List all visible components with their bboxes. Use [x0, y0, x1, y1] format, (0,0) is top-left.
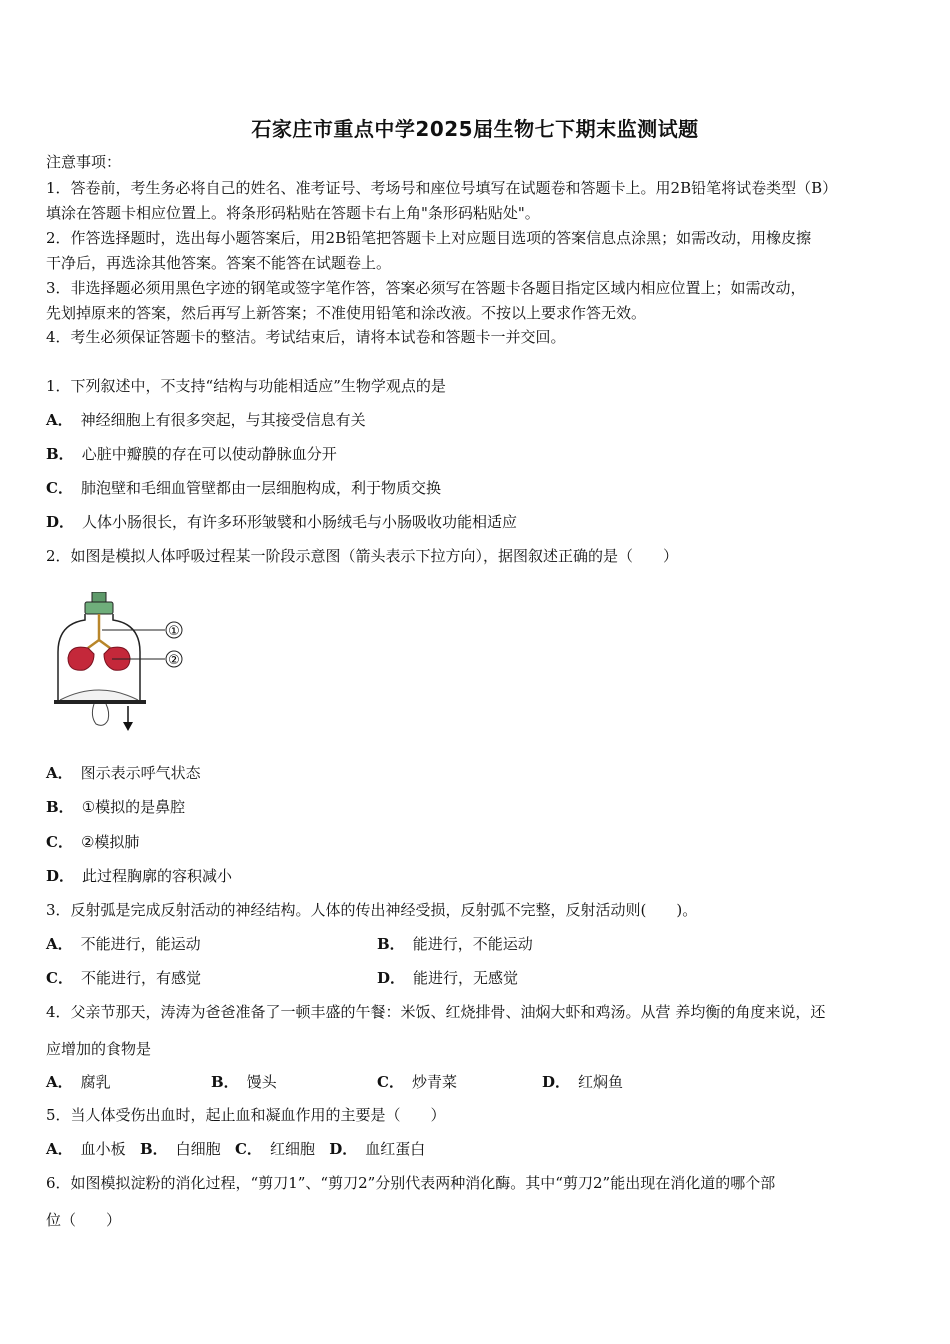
option-label: A．: [46, 764, 73, 782]
question-6-stem-continued: 位（ ）: [46, 1211, 122, 1229]
option-label: A．: [46, 411, 73, 429]
option-label: B．: [139, 1140, 168, 1158]
bottle-stopper: [85, 602, 113, 614]
question-6-stem: 6．如图模拟淀粉的消化过程，“剪刀1”、“剪刀2”分别代表两种消化酶。其中“剪刀2”能出现在消化道的哪个部: [46, 1174, 776, 1192]
option-label: B．: [211, 1073, 239, 1091]
page-title: 石家庄市重点中学2025届生物七下期末监测试题: [251, 117, 699, 141]
option-text: 血小板: [80, 1140, 126, 1158]
option-label: C．: [234, 1140, 262, 1158]
option-text: 此过程胸廓的容积减小: [82, 867, 233, 885]
q3-option-b: [377, 934, 533, 954]
question-4-stem-continued: 应增加的食物是: [46, 1040, 152, 1058]
option-label: C．: [377, 1073, 404, 1091]
trachea-tube: [88, 614, 110, 648]
option-label: D．: [46, 867, 75, 885]
option-text: 人体小肠很长，有许多环形皱襞和小肠绒毛与小肠吸收功能相适应: [82, 513, 518, 531]
option-label: A．: [46, 1140, 73, 1158]
notice-line: 2．作答选择题时，选出每小题答案后，用2B铅笔把答题卡上对应题目选项的答案信息点涂黑；如需改动，用橡皮擦: [46, 229, 812, 247]
q3-option-c: [46, 968, 201, 988]
option-label: D．: [542, 1073, 571, 1091]
notice-line: 干净后，再选涂其他答案。答案不能答在试题卷上。: [46, 254, 392, 272]
rubber-membrane: [60, 690, 138, 700]
option-text: 神经细胞上有很多突起，与其接受信息有关: [80, 411, 366, 429]
option-label: D．: [329, 1140, 358, 1158]
stopper-cap: [92, 592, 106, 602]
option-text: 白细胞: [175, 1140, 221, 1158]
q3-option-d: [377, 968, 518, 988]
figure-label-1: ①: [168, 624, 180, 639]
option-label: B．: [46, 798, 74, 816]
option-text: 馒头: [246, 1073, 277, 1091]
q5-options-row: [46, 1139, 425, 1159]
option-text: ①模拟的是鼻腔: [81, 798, 186, 816]
option-label: C．: [46, 479, 73, 497]
option-label: C．: [46, 833, 73, 851]
option-text: 肺泡壁和毛细血管壁都由一层细胞构成，利于物质交换: [80, 479, 441, 497]
option-label: A．: [46, 1073, 73, 1091]
option-text: 能进行，不能运动: [412, 935, 533, 953]
hand-icon: [92, 704, 108, 725]
option-label: B．: [377, 935, 405, 953]
option-text: 图示表示呼气状态: [80, 764, 201, 782]
breathing-model-diagram: [50, 592, 190, 737]
option-text: 血红蛋白: [365, 1140, 426, 1158]
option-label: D．: [377, 969, 406, 987]
q2-option-c: [46, 832, 139, 852]
option-text: 炒青菜: [411, 1073, 457, 1091]
q1-option-d: [46, 512, 517, 532]
option-label: B．: [46, 445, 74, 463]
q2-option-d: [46, 866, 232, 886]
option-text: 不能进行，有感觉: [80, 969, 201, 987]
option-label: D．: [46, 513, 75, 531]
q1-option-b: [46, 444, 337, 464]
q1-option-a: [46, 410, 366, 430]
notice-line: 先划掉原来的答案，然后再写上新答案；不准使用铅笔和涂改液。不按以上要求作答无效。: [46, 304, 647, 322]
notice-line: 3．非选择题必须用黑色字迹的钢笔或签字笔作答，答案必须写在答题卡各题目指定区域内相应位置上；如需改动，: [46, 279, 806, 297]
q2-option-a: [46, 763, 201, 783]
option-text: 腐乳: [80, 1073, 111, 1091]
arrow-down-icon: [123, 722, 133, 731]
option-text: 红焖鱼: [578, 1073, 624, 1091]
option-text: ②模拟肺: [80, 833, 140, 851]
jar-base: [54, 700, 146, 704]
q4-option-c: [377, 1072, 457, 1092]
option-label: A．: [46, 935, 73, 953]
q4-option-d: [542, 1072, 623, 1092]
question-5-stem: 5．当人体受伤出血时，起止血和凝血作用的主要是（ ）: [46, 1106, 446, 1124]
option-text: 能进行，无感觉: [413, 969, 519, 987]
q2-option-b: [46, 797, 185, 817]
question-1-stem: 1．下列叙述中，不支持“结构与功能相适应”生物学观点的是: [46, 377, 446, 395]
question-4-stem: 4．父亲节那天，涛涛为爸爸准备了一顿丰盛的午餐：米饭、红烧排骨、油焖大虾和鸡汤。从营 养均衡的角度来说，还: [46, 1003, 826, 1021]
q3-option-a: [46, 934, 201, 954]
notice-line: 1．答卷前，考生务必将自己的姓名、准考证号、考场号和座位号填写在试题卷和答题卡上。用2B铅笔将试卷类型（B）: [46, 179, 838, 197]
option-text: 不能进行，能运动: [80, 935, 201, 953]
q1-option-c: [46, 478, 441, 498]
notice-heading: 注意事项：: [46, 153, 122, 171]
option-label: C．: [46, 969, 73, 987]
q4-option-a: [46, 1072, 111, 1092]
question-2-stem: 2．如图是模拟人体呼吸过程某一阶段示意图（箭头表示下拉方向），据图叙述正确的是（ ）: [46, 547, 679, 565]
figure-label-2: ②: [168, 653, 180, 668]
notice-line: 填涂在答题卡相应位置上。将条形码粘贴在答题卡右上角"条形码粘贴处"。: [46, 204, 540, 222]
left-lung: [68, 647, 94, 670]
notice-line: 4．考生必须保证答题卡的整洁。考试结束后，请将本试卷和答题卡一并交回。: [46, 328, 566, 346]
option-text: 红细胞: [269, 1140, 315, 1158]
option-text: 心脏中瓣膜的存在可以使动静脉血分开: [81, 445, 337, 463]
question-3-stem: 3．反射弧是完成反射活动的神经结构。人体的传出神经受损，反射弧不完整，反射活动则( )。: [46, 901, 698, 919]
q4-option-b: [211, 1072, 277, 1092]
